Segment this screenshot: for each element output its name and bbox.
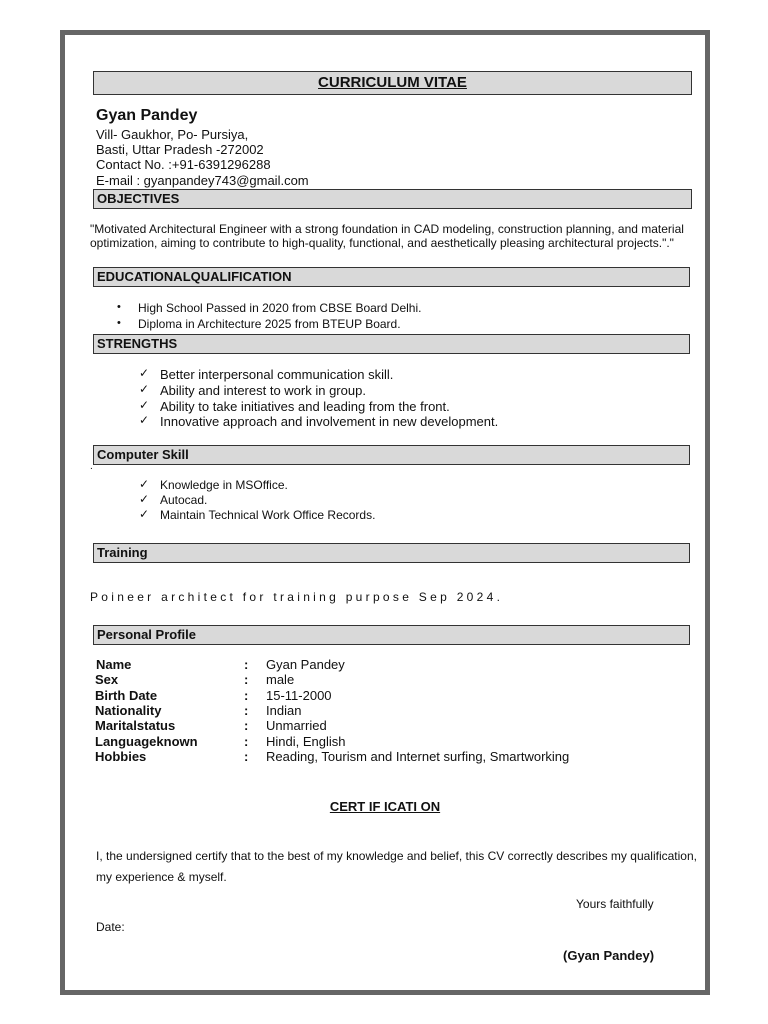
closing-text: Yours faithfully bbox=[576, 897, 654, 911]
computer-skill-item-2: Autocad. bbox=[160, 493, 208, 507]
bullet-icon: • bbox=[117, 317, 121, 329]
strength-item-3: Ability to take initiatives and leading from the front. bbox=[160, 399, 450, 414]
profile-colon: : bbox=[244, 703, 249, 718]
education-heading: EDUCATIONALQUALIFICATION bbox=[97, 269, 292, 284]
profile-value: Hindi, English bbox=[266, 734, 346, 749]
training-heading: Training bbox=[97, 545, 148, 560]
address-line-1: Vill- Gaukhor, Po- Pursiya, bbox=[96, 127, 249, 142]
strength-item-2: Ability and interest to work in group. bbox=[160, 383, 366, 398]
checkmark-icon: ✓ bbox=[139, 477, 150, 491]
personal-profile-header bbox=[93, 625, 690, 645]
profile-value: Gyan Pandey bbox=[266, 657, 345, 672]
profile-value: 15-11-2000 bbox=[266, 688, 332, 703]
strengths-header bbox=[93, 334, 690, 354]
profile-row bbox=[96, 688, 616, 703]
email-address: E-mail : gyanpandey743@gmail.com bbox=[96, 173, 309, 188]
profile-colon: : bbox=[244, 657, 249, 672]
computer-skill-header bbox=[93, 445, 690, 465]
strength-item-1: Better interpersonal communication skill. bbox=[160, 367, 394, 382]
personal-profile-heading: Personal Profile bbox=[97, 627, 196, 642]
contact-number: Contact No. :+91-6391296288 bbox=[96, 157, 271, 172]
profile-row bbox=[96, 703, 616, 718]
bullet-icon: • bbox=[117, 301, 121, 313]
objectives-header bbox=[93, 189, 692, 209]
computer-skill-item-3: Maintain Technical Work Office Records. bbox=[160, 508, 376, 522]
certification-text-line-2: my experience & myself. bbox=[96, 870, 227, 884]
checkmark-icon: ✓ bbox=[139, 382, 150, 396]
computer-skill-heading: Computer Skill bbox=[97, 447, 189, 462]
profile-row bbox=[96, 718, 616, 733]
checkmark-icon: ✓ bbox=[139, 413, 150, 427]
checkmark-icon: ✓ bbox=[139, 398, 150, 412]
education-item-2: Diploma in Architecture 2025 from BTEUP Board. bbox=[138, 317, 401, 331]
page-title: CURRICULUM VITAE bbox=[318, 74, 467, 91]
profile-colon: : bbox=[244, 749, 249, 764]
education-header bbox=[93, 267, 690, 287]
training-header bbox=[93, 543, 690, 563]
profile-row bbox=[96, 672, 616, 687]
computer-skill-item-1: Knowledge in MSOffice. bbox=[160, 478, 288, 492]
training-text: Poineer architect for training purpose Sep 2024. bbox=[90, 590, 504, 604]
profile-value: male bbox=[266, 672, 295, 687]
profile-value: Reading, Tourism and Internet surfing, Smartworking bbox=[266, 749, 570, 764]
profile-row bbox=[96, 749, 616, 764]
objectives-text-line-1: "Motivated Architectural Engineer with a strong foundation in CAD modeling, construction planning, and material bbox=[90, 222, 684, 236]
profile-value: Indian bbox=[266, 703, 302, 718]
profile-label: Languageknown bbox=[95, 734, 198, 749]
date-label: Date: bbox=[96, 920, 125, 934]
checkmark-icon: ✓ bbox=[139, 366, 150, 380]
education-item-1: High School Passed in 2020 from CBSE Board Delhi. bbox=[138, 301, 422, 315]
certification-heading: CERT IF ICATI ON bbox=[329, 799, 441, 814]
stray-dot: . bbox=[90, 461, 93, 472]
profile-label: Hobbies bbox=[95, 749, 147, 764]
strengths-heading: STRENGTHS bbox=[97, 336, 178, 351]
profile-row bbox=[96, 657, 616, 672]
profile-colon: : bbox=[244, 734, 249, 749]
profile-colon: : bbox=[244, 672, 249, 687]
title-bar bbox=[93, 71, 692, 95]
profile-label: Name bbox=[96, 657, 132, 672]
profile-colon: : bbox=[244, 688, 249, 703]
profile-label: Birth Date bbox=[95, 688, 158, 703]
objectives-heading: OBJECTIVES bbox=[97, 191, 180, 206]
objectives-text-line-2: optimization, aiming to contribute to high-quality, functional, and aesthetically pleasing architectural projects."." bbox=[90, 236, 674, 250]
signature-name: (Gyan Pandey) bbox=[563, 948, 655, 963]
profile-label: Maritalstatus bbox=[95, 718, 176, 733]
profile-label: Nationality bbox=[95, 703, 162, 718]
profile-row bbox=[96, 734, 616, 749]
checkmark-icon: ✓ bbox=[139, 507, 150, 521]
profile-label: Sex bbox=[95, 672, 119, 687]
profile-value: Unmarried bbox=[266, 718, 327, 733]
certification-text-line-1: I, the undersigned certify that to the best of my knowledge and belief, this CV correctly describes my qualification, bbox=[96, 849, 697, 863]
checkmark-icon: ✓ bbox=[139, 492, 150, 506]
candidate-name: Gyan Pandey bbox=[96, 107, 198, 124]
profile-colon: : bbox=[244, 718, 249, 733]
strength-item-4: Innovative approach and involvement in new development. bbox=[160, 414, 499, 429]
address-line-2: Basti, Uttar Pradesh -272002 bbox=[96, 142, 264, 157]
